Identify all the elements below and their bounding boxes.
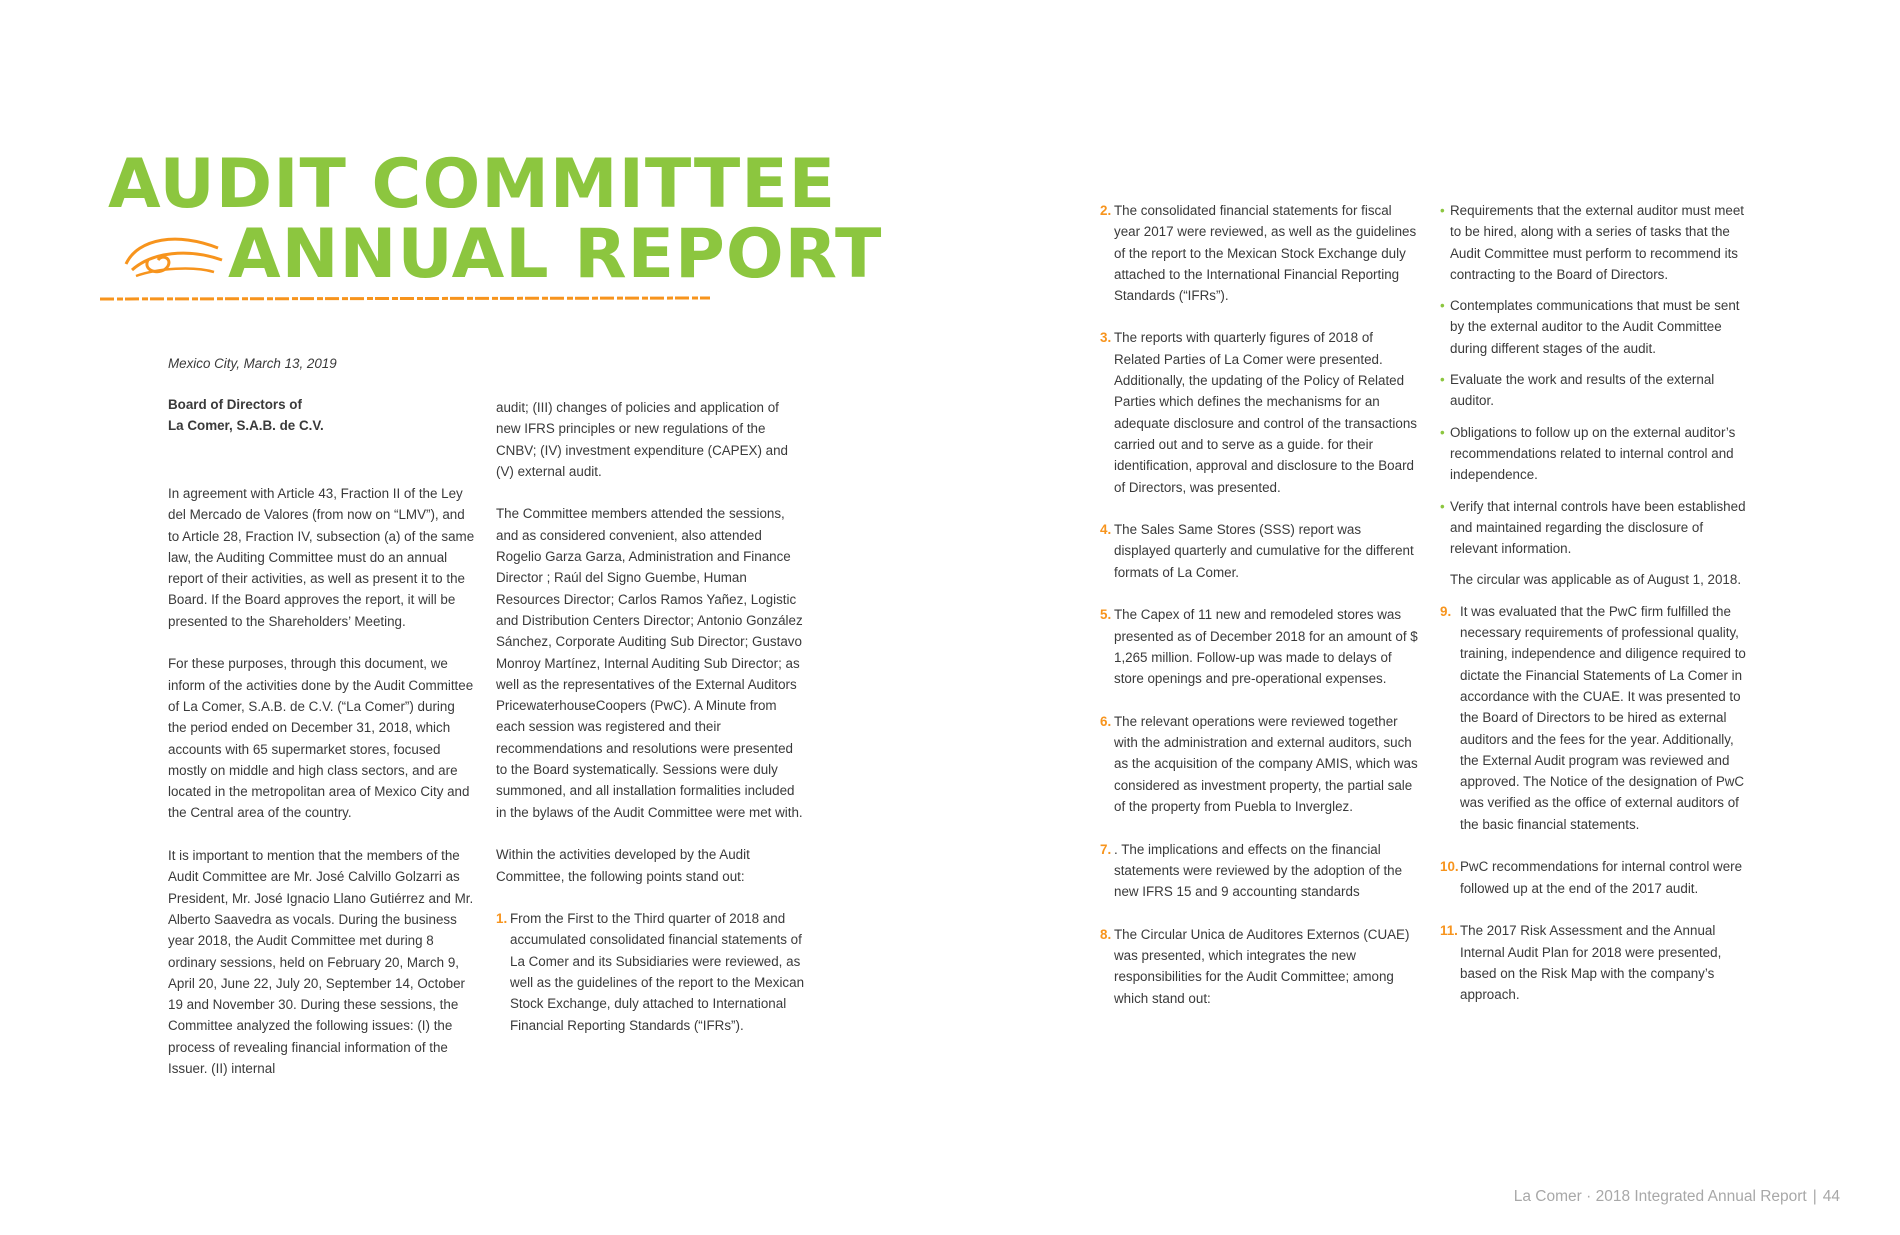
footer-text: La Comer · 2018 Integrated Annual Report [1513, 1188, 1807, 1205]
paragraph-6: Within the activities developed by the Audit Committee, the following points stand out: [496, 847, 750, 884]
list-item [496, 908, 806, 1036]
item-number: 6. [1100, 713, 1112, 729]
item-text: PwC recommendations for internal control were followed up at the end of the 2017 audit. [1460, 859, 1743, 896]
bullet-item [1440, 496, 1746, 560]
item-text: The relevant operations were reviewed together with the administration and external auditors, such as the acquisition of the company AMIS, which was considered as investment property, the partial sale of the property from Puebla to Inverglez. [1114, 713, 1418, 815]
report-column-3 [1100, 200, 1418, 1030]
item-text: The 2017 Risk Assessment and the Annual Internal Audit Plan for 2018 were presented, based on the Risk Map with the company’s approach. [1460, 923, 1722, 1003]
item-number: 10. [1440, 859, 1459, 875]
item-text: The Sales Same Stores (SSS) report was displayed quarterly and cumulative for the different formats of La Comer. [1114, 522, 1414, 580]
item-number: 5. [1100, 607, 1112, 623]
page-number: 44 [1822, 1188, 1840, 1205]
list-item [1100, 519, 1418, 583]
paragraph-2: For these purposes, through this document, we inform of the activities done by the Audit Committee of La Comer, S.A.B. de C.V. (“La Comer”) during the period ended on December 31, 2018, which accounts with 65 supermarket stores, focused mostly on middle and high class sectors, and are located in the metropolitan area of Mexico City and the Central area of the country. [168, 656, 474, 821]
item-number: 4. [1100, 522, 1112, 538]
bullet-dot-icon: • [1440, 498, 1445, 514]
list-item [1100, 604, 1418, 689]
paragraph-1: In agreement with Article 43, Fraction II of the Ley del Mercado de Valores (from now on “LMV”), and to Article 28, Fraction IV, subsection (a) of the same law, the Auditing Committee must do an annual report of their activities, as well as present it to the Board. If the Board approves the report, it will be presented to the Shareholders’ Meeting. [168, 486, 475, 629]
report-column-4 [1440, 200, 1746, 1027]
title-line-2: ANNUAL REPORT [228, 215, 883, 294]
paragraph-4: audit; (III) changes of policies and application of new IFRS principles or new regulations of the CNBV; (IV) investment expenditure (CAPEX) and (V) external audit. [496, 400, 788, 479]
bullet-dot-icon: • [1440, 372, 1445, 388]
item-text: The reports with quarterly figures of 2018 of Related Parties of La Comer were presented. Additionally, the updating of the Policy of Related Parties which defines the mechanisms for an adequate disclosure and control of the transactions carried out and to serve as a guide. for their identification, approval and disclosure to the Board of Directors, was presented. [1114, 330, 1417, 495]
list-item [1440, 856, 1746, 899]
item-number: 11. [1440, 923, 1458, 939]
footer-divider: | [1812, 1188, 1817, 1205]
item-number: 7. [1100, 841, 1112, 857]
paragraph-3: It is important to mention that the members of the Audit Committee are Mr. José Calvillo Golzarri as President, Mr. José Ignacio Llano Gutiérrez and Mr. Alberto Saavedra as vocals. During the business year 2018, the Audit Committee met during 8 ordinary sessions, held on February 20, March 9, April 20, June 22, July 20, September 14, October 19 and November 30. During these sessions, the Committee analyzed the following issues: (I) the process of revealing financial information of the Issuer. (II) internal [168, 848, 474, 1077]
item-number: 9. [1440, 603, 1452, 619]
title-underline [100, 295, 710, 303]
list-item [1100, 924, 1418, 1009]
item-text: The consolidated financial statements for fiscal year 2017 were reviewed, as well as the guidelines of the report to the Mexican Stock Exchange duly attached to the International Financial Reporting Standards (“IFRs”). [1114, 203, 1417, 304]
item-number: 8. [1100, 926, 1112, 942]
swirl-ornament-icon [118, 226, 228, 286]
letter-date: Mexico City, March 13, 2019 [168, 356, 337, 371]
list-item [1440, 920, 1746, 1005]
list-item [1100, 200, 1418, 306]
title-line-1: AUDIT COMMITTEE [108, 145, 837, 224]
paragraph-5: The Committee members attended the sessions, and as considered convenient, also attended Rogelio Garza Garza, Administration and Finance Director ; Raúl del Signo Guembe, Human Resources Director; Carlos Ramos Yañez, Logistic and Distribution Centers Director; Antonio González Sánchez, Corporate Auditing Sub Director; Gustavo Monroy Martínez, Internal Auditing Sub Director; as well as the representatives of the External Auditors PricewaterhouseCoopers (PwC). A Minute from each session was registered and their recommendations and resolutions were presented to the Board systematically. Sessions were duly summoned, and all installation formalities included in the bylaws of the Audit Committee were met with. [496, 506, 803, 820]
circular-note: The circular was applicable as of August 1, 2018. [1450, 572, 1742, 588]
item-number: 1. [496, 911, 508, 927]
letter-column-1 [168, 483, 476, 1101]
bullet-text: Verify that internal controls have been established and maintained regarding the disclosure of relevant information. [1450, 498, 1746, 557]
bullet-text: Obligations to follow up on the external auditor’s recommendations related to internal control and independence. [1450, 424, 1736, 483]
item-text: It was evaluated that the PwC firm fulfilled the necessary requirements of professional quality, training, independence and diligence required to dictate the Financial Statements of La Comer in accordance with the CUAE. It was presented to the Board of Directors to be hired as external auditors and the fees for the year. Additionally, the External Audit program was reviewed and approved. The Notice of the designation of PwC was verified as the office of external auditors of the basic financial statements. [1460, 603, 1746, 832]
bullet-text: Requirements that the external auditor must meet to be hired, along with a series of tasks that the Audit Committee must perform to recommend its contracting to the Board of Directors. [1450, 203, 1744, 282]
addressee-line-1: Board of Directors of [168, 397, 302, 412]
bullet-dot-icon: • [1440, 298, 1445, 314]
list-item [1440, 601, 1746, 835]
item-text: The Circular Unica de Auditores Externos (CUAE) was presented, which integrates the new responsibilities for the Audit Committee; among which stand out: [1114, 926, 1410, 1006]
letter-column-2 [496, 397, 806, 1057]
bullet-item [1440, 200, 1746, 285]
letter-addressee [168, 394, 324, 437]
bullet-text: Evaluate the work and results of the external auditor. [1450, 372, 1715, 409]
list-item [1100, 327, 1418, 497]
bullet-text: Contemplates communications that must be sent by the external auditor to the Audit Committee during different stages of the audit. [1450, 298, 1740, 356]
bullet-item [1440, 295, 1746, 359]
bullet-item [1440, 369, 1746, 412]
list-item [1100, 711, 1418, 817]
item-number: 2. [1100, 203, 1112, 218]
item-text: . The implications and effects on the financial statements were reviewed by the adoption of the new IFRS 15 and 9 accounting standards [1114, 841, 1403, 900]
list-item [1100, 839, 1418, 903]
bullet-dot-icon: • [1440, 203, 1445, 218]
bullet-item [1440, 422, 1746, 486]
item-text: From the First to the Third quarter of 2018 and accumulated consolidated financial statements of La Comer and its Subsidiaries were reviewed, as well as the guidelines of the report to the Mexican Stock Exchange, duly attached to International Financial Reporting Standards (“IFRs”). [510, 911, 805, 1033]
item-number: 3. [1100, 330, 1112, 346]
bullet-dot-icon: • [1440, 424, 1445, 440]
page-footer [1514, 1188, 1840, 1206]
item-text: The Capex of 11 new and remodeled stores was presented as of December 2018 for an amount of $ 1,265 million. Follow-up was made to delays of store openings and pre-operational expenses. [1114, 607, 1418, 687]
addressee-line-2: La Comer, S.A.B. de C.V. [168, 418, 324, 434]
